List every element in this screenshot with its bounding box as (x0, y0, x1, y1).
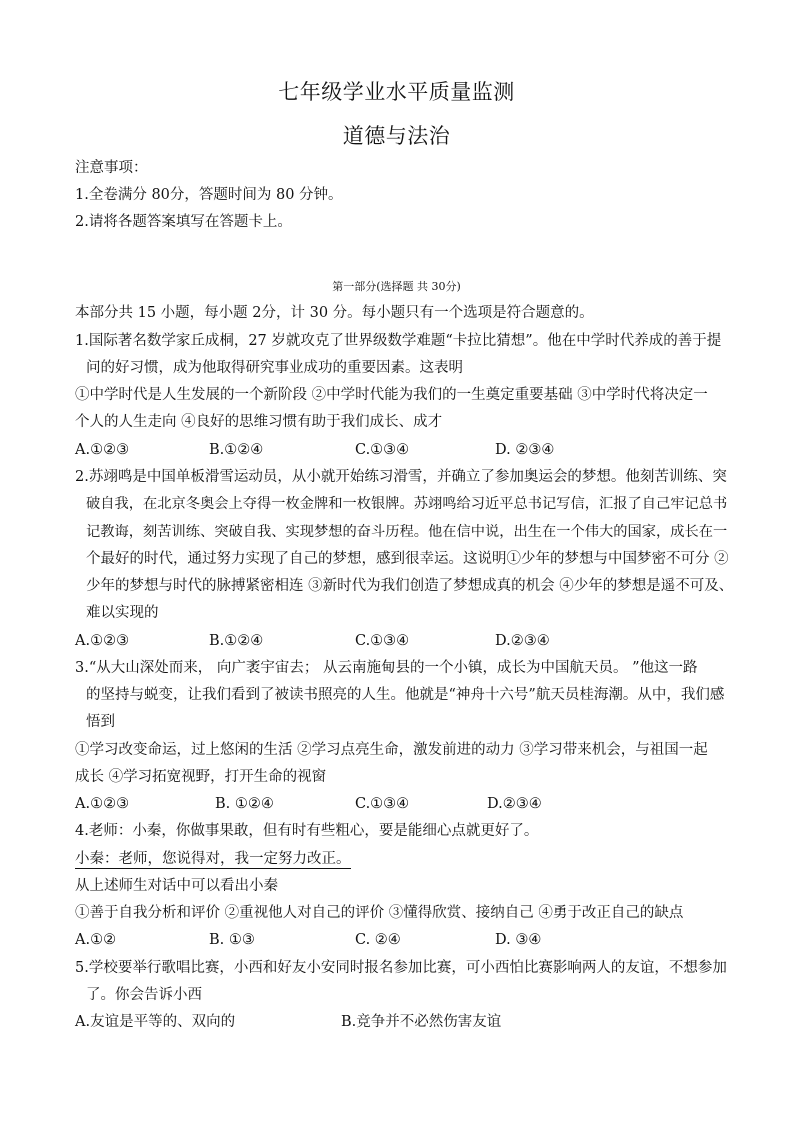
question-3-line: 3.“从大山深处而来， 向广袤宇宙去； 从云南施甸县的一个小镇，成长为中国航天员。 ”他这一路 (75, 660, 698, 676)
part1-intro: 本部分共 15 小题，每小题 2分，计 30 分。每小题只有一个选项是符合题意的。 (75, 305, 594, 321)
question-2-line: 少年的梦想与时代的脉搏紧密相连 ③新时代为我们创造了梦想成真的机会 ④少年的梦想是遥不可及、 (86, 578, 734, 594)
question-4-option-a: A.①② (75, 932, 117, 948)
question-1-option-c: C.①③④ (355, 442, 410, 458)
question-3-line: 的坚持与蜕变，让我们看到了被读书照亮的人生。他就是“神舟十六号”航天员桂海潮。从中，我们感 (86, 687, 725, 703)
question-1-option-a: A.①②③ (75, 442, 130, 458)
question-3-line: 悟到 (86, 714, 115, 730)
question-4-option-d: D. ③④ (495, 932, 542, 948)
question-5-line: 5.学校要举行歌唱比赛，小西和好友小安同时报名参加比赛，可小西怕比赛影响两人的友谊，不想参加 (75, 960, 727, 976)
question-2-option-d: D.②③④ (495, 633, 550, 649)
question-1-line: 1.国际著名数学家丘成桐，27 岁就攻克了世界级数学难题“卡拉比猜想”。他在中学时代养成的善于提 (75, 333, 722, 349)
question-3-option-b: B. ①②④ (215, 796, 274, 812)
question-2-line: 难以实现的 (86, 605, 159, 621)
question-5-option-a: A.友谊是平等的、双向的 (75, 1014, 236, 1030)
question-1-line: 问的好习惯，成为他取得研究事业成功的重要因素。这表明 (86, 360, 463, 376)
question-1-line: ①中学时代是人生发展的一个新阶段 ②中学时代能为我们的一生奠定重要基础 ③中学时代将决定一 (75, 387, 708, 403)
question-3-option-a: A.①②③ (75, 796, 130, 812)
question-3-line: ①学习改变命运，过上悠闲的生活 ②学习点亮生命，激发前进的动力 ③学习带来机会，与祖国一起 (75, 742, 708, 758)
question-2-line: 破自我，在北京冬奥会上夺得一枚金牌和一枚银牌。苏翊鸣给习近平总书记写信，汇报了自己牢记总书 (86, 496, 728, 512)
question-4-line: 4.老师：小秦，你做事果敢，但有时有些粗心，要是能细心点就更好了。 (75, 823, 539, 839)
question-3-option-c: C.①③④ (355, 796, 410, 812)
question-5-option-b: B.竞争并不必然伤害友谊 (341, 1014, 502, 1030)
question-4-option-c: C. ②④ (355, 932, 401, 948)
subject-title: 道德与法治 (342, 124, 451, 148)
question-2-line: 2.苏翊鸣是中国单板滑雪运动员，从小就开始练习滑雪，并确立了参加奥运会的梦想。他刻苦训练、突 (75, 469, 727, 485)
question-1-option-b: B.①②④ (209, 442, 264, 458)
notice-heading: 注意事项： (75, 160, 148, 176)
underlined-reply: 小秦：老师，您说得对，我一定努力改正。 (75, 851, 351, 867)
question-2-line: 记教诲，刻苦训练、突破自我、实现梦想的奋斗历程。他在信中说，出生在一个伟大的国家，成长在一 (86, 524, 728, 540)
question-4-line (75, 849, 351, 869)
question-3-option-d: D.②③④ (487, 796, 542, 812)
notice-item: 1.全卷满分 80分，答题时间为 80 分钟。 (75, 187, 343, 203)
question-4-line: ①善于自我分析和评价 ②重视他人对自己的评价 ③懂得欣赏、接纳自己 ④勇于改正自己的缺点 (75, 905, 684, 921)
part1-heading: 第一部分(选择题 共 30分) (332, 280, 461, 293)
question-1-line: 个人的人生走向 ④良好的思维习惯有助于我们成长、成才 (75, 414, 443, 430)
question-4-line: 从上述师生对话中可以看出小秦 (75, 878, 278, 894)
question-1-option-d: D. ②③④ (495, 442, 555, 458)
question-4-option-b: B. ①③ (209, 932, 255, 948)
exam-title: 七年级学业水平质量监测 (278, 80, 515, 104)
question-2-option-c: C.①③④ (355, 633, 410, 649)
question-2-option-a: A.①②③ (75, 633, 130, 649)
question-2-option-b: B.①②④ (209, 633, 264, 649)
question-2-line: 个最好的时代，通过努力实现了自己的梦想，感到很幸运。这说明①少年的梦想与中国梦密不可分 ② (86, 551, 729, 567)
notice-item: 2.请将各题答案填写在答题卡上。 (75, 214, 292, 230)
question-3-line: 成长 ④学习拓宽视野，打开生命的视窗 (75, 769, 327, 785)
question-5-line: 了。你会告诉小西 (86, 987, 202, 1003)
